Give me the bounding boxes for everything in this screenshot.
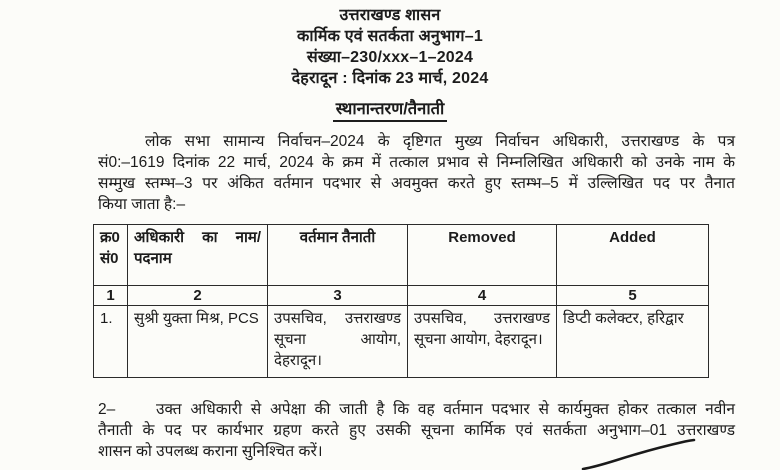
org-name: उत्तराखण्ड शासन [339,7,441,24]
cell-removed: उपसचिव, उत्तराखण्ड सूचना आयोग, देहरादून। [408,306,557,378]
clause-number: 2– [98,401,116,418]
title-row [0,96,780,122]
paragraph-line: किया जाता है:– [98,196,186,213]
table-row [94,306,709,378]
place-date-line: देहरादून : दिनांक 23 मार्च, 2024 [291,70,489,87]
column-number: 4 [408,286,557,306]
table-header-row [94,225,709,286]
subject-title: स्थानान्तरण/तैनाती [333,96,448,122]
paragraph-line: उक्त अधिकारी से अपेक्षा की जाती है कि वह वर्तमान पदभार से कार्यमुक्त होकर तत्काल नवीन [156,401,735,418]
department-line: कार्मिक एवं सतर्कता अनुभाग–1 [297,28,483,45]
signature-stroke [573,433,708,470]
opening-paragraph [98,131,735,215]
paragraph-line: सम्मुख स्तम्भ–3 पर अंकित वर्तमान पदभार से अवमुक्त करते हुए स्तम्भ–5 में उल्लिखित पद पर तैनात [98,175,735,192]
paragraph-line: शासन को उपलब्ध कराना सुनिश्चित करें। [98,443,323,460]
paragraph-line: सं0:–1619 दिनांक 22 मार्च, 2024 के क्रम में तत्काल प्रभाव से निम्नलिखित अधिकारी को उनके नाम के [98,154,735,171]
column-number-row [94,286,709,306]
paragraph-line [98,399,735,420]
paragraph-line: लोक सभा सामान्य निर्वाचन–2024 के दृष्टिगत मुख्य निर्वाचन अधिकारी, उत्तराखण्ड के पत्र [145,133,735,150]
header-officer-name: अधिकारी का नाम/ पदनाम [128,225,268,286]
cell-serial-number: 1. [94,306,128,378]
paragraph-line: तैनाती के पद पर कार्यभार ग्रहण करते हुए उसकी सूचना कार्मिक एवं सतर्कता अनुभाग–01 उत्तराखण्ड [98,422,735,439]
letterhead [0,0,780,89]
column-number: 2 [128,286,268,306]
header-serial-number: क्र0 सं0 [94,225,128,286]
header-added: Added [557,225,709,286]
header-removed: Removed [408,225,557,286]
cell-current-posting: उपसचिव, उत्तराखण्ड सूचना आयोग, देहरादून। [268,306,408,378]
cell-added: डिप्टी कलेक्टर, हरिद्वार [557,306,709,378]
letter-number: संख्या–230/xxx–1–2024 [306,49,474,66]
column-number: 5 [557,286,709,306]
transfer-order-table [93,224,709,378]
column-number: 1 [94,286,128,306]
cell-officer-name: सुश्री युक्ता मिश्र, PCS [128,306,268,378]
column-number: 3 [268,286,408,306]
header-current-posting: वर्तमान तैनाती [268,225,408,286]
